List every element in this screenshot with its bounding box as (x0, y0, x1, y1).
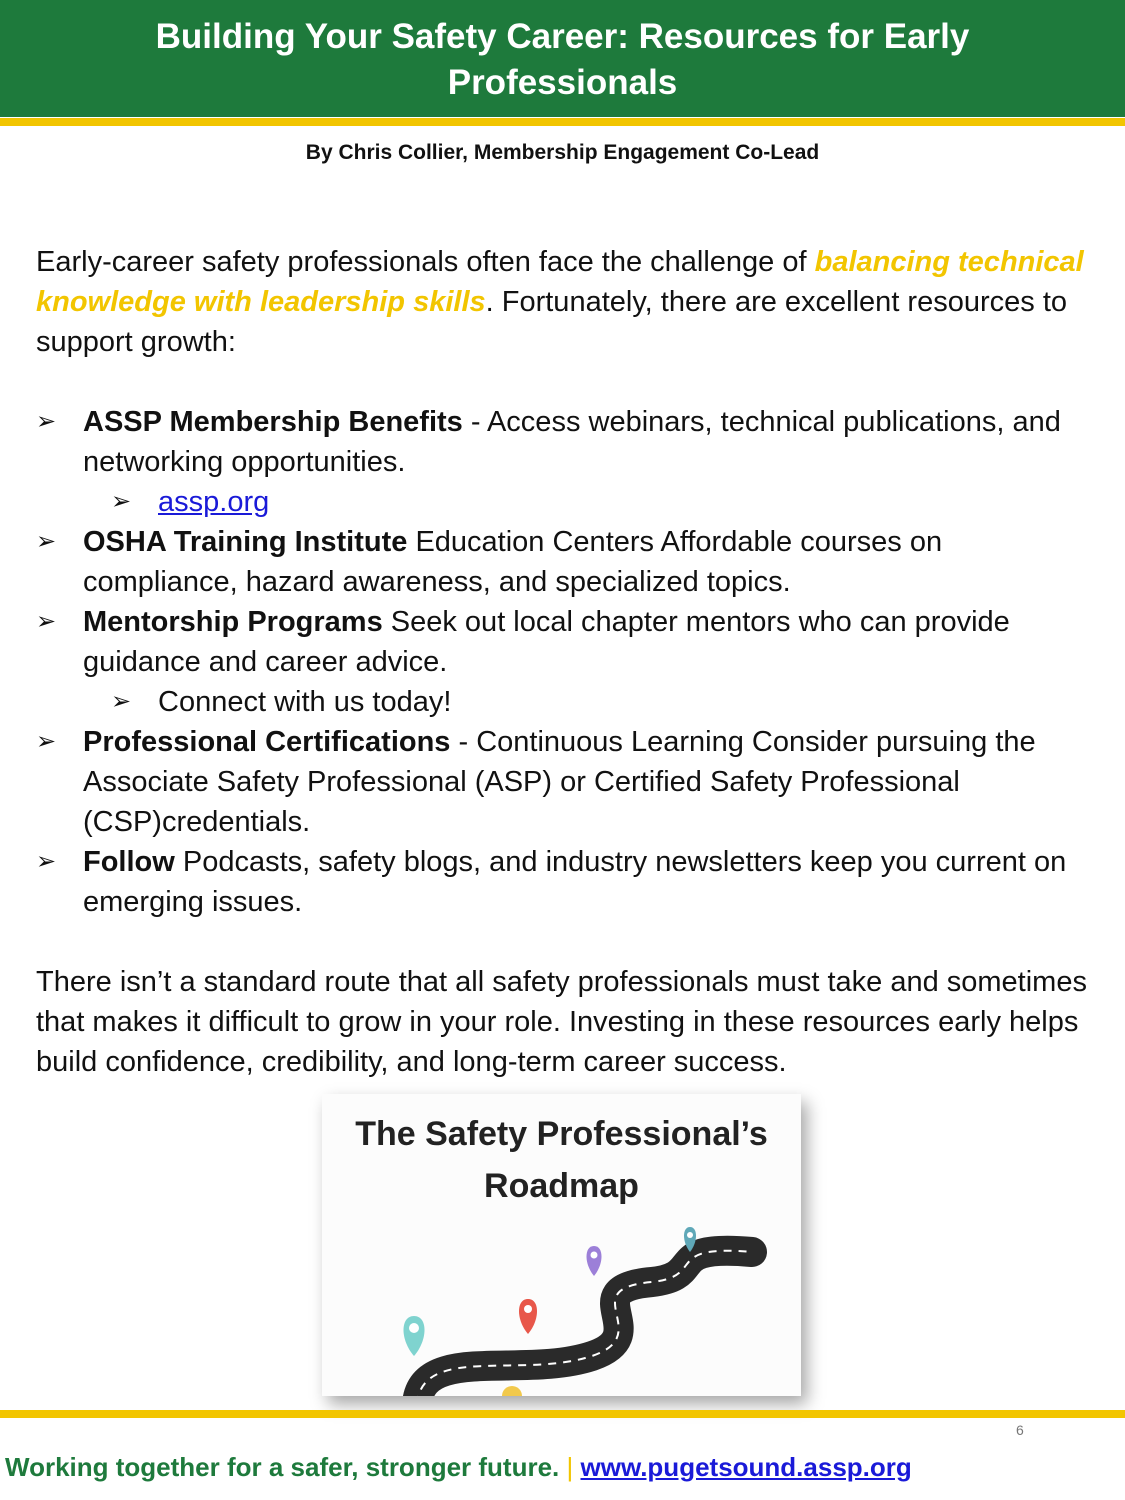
winding-road-illustration (322, 1094, 801, 1396)
arrow-bullet-icon: ➢ (36, 528, 57, 555)
connect-text: Connect with us today! (158, 686, 452, 718)
footer-tagline: Working together for a safer, stronger future. (5, 1452, 560, 1482)
roadmap-image-title: The Safety Professional’s Roadmap (355, 1115, 768, 1205)
arrow-bullet-icon: ➢ (111, 688, 132, 715)
bullet-title: ASSP Membership Benefits (83, 406, 463, 438)
bullet-text: - Continuous Learning Consider pursuing the Associate Safety Professional (ASP) or Certified Safety Professional (CSP)credentials. (83, 726, 1036, 838)
arrow-bullet-icon: ➢ (36, 608, 57, 635)
bullet-title: Professional Certifications (83, 726, 451, 758)
bullet-text: Seek out local chapter mentors who can provide guidance and career advice. (83, 606, 1010, 678)
bullet-title: Follow (83, 846, 175, 878)
map-pin-icon (587, 1246, 602, 1276)
bullet-title: OSHA Training Institute (83, 526, 408, 558)
map-pin-icon (404, 1316, 425, 1356)
list-item-osha (36, 522, 1096, 602)
gold-divider-top (0, 118, 1125, 126)
list-item-mentorship (36, 602, 1096, 682)
arrow-bullet-icon: ➢ (111, 488, 132, 515)
intro-paragraph (36, 242, 1096, 362)
arrow-bullet-icon: ➢ (36, 848, 57, 875)
closing-paragraph: There isn’t a standard route that all safety professionals must take and sometimes that makes it difficult to grow in your role. Investing in these resources early helps build confidence, credibility, and long-term career success. (36, 966, 1087, 1078)
roadmap-image (322, 1094, 801, 1396)
map-pin-icon (502, 1386, 522, 1396)
arrow-bullet-icon: ➢ (36, 728, 57, 755)
page-title: Building Your Safety Career: Resources for Early Professionals (155, 17, 970, 102)
list-item-certifications (36, 722, 1096, 842)
resource-list (36, 402, 1096, 922)
map-pin-icon (519, 1299, 537, 1334)
header-banner (0, 0, 1125, 117)
assp-link[interactable]: assp.org (158, 486, 270, 518)
list-subitem-assp-link (36, 482, 1096, 522)
list-subitem-connect (36, 682, 1096, 722)
byline: By Chris Collier, Membership Engagement Co-Lead (305, 141, 820, 164)
intro-text-start: Early-career safety professionals often face the challenge of (36, 246, 815, 278)
bullet-text: Podcasts, safety blogs, and industry newsletters keep you current on emerging issues. (83, 846, 1067, 918)
footer-separator: | (566, 1452, 574, 1482)
list-item-follow (36, 842, 1096, 922)
bullet-text: - Access webinars, technical publications, and networking opportunities. (83, 406, 1061, 478)
intro-text-end: . Fortunately, there are excellent resources to support growth: (36, 286, 1067, 358)
gold-divider-bottom (0, 1410, 1125, 1418)
intro-highlight: balancing technical knowledge with leadership skills (36, 246, 1084, 318)
page-number: 6 (1016, 1422, 1024, 1438)
bullet-text: Education Centers Affordable courses on compliance, hazard awareness, and specialized topics. (83, 526, 943, 598)
bullet-title: Mentorship Programs (83, 606, 383, 638)
list-item-assp-benefits (36, 402, 1096, 482)
arrow-bullet-icon: ➢ (36, 408, 57, 435)
footer (5, 1452, 912, 1483)
footer-website-link[interactable]: www.pugetsound.assp.org (580, 1452, 912, 1482)
